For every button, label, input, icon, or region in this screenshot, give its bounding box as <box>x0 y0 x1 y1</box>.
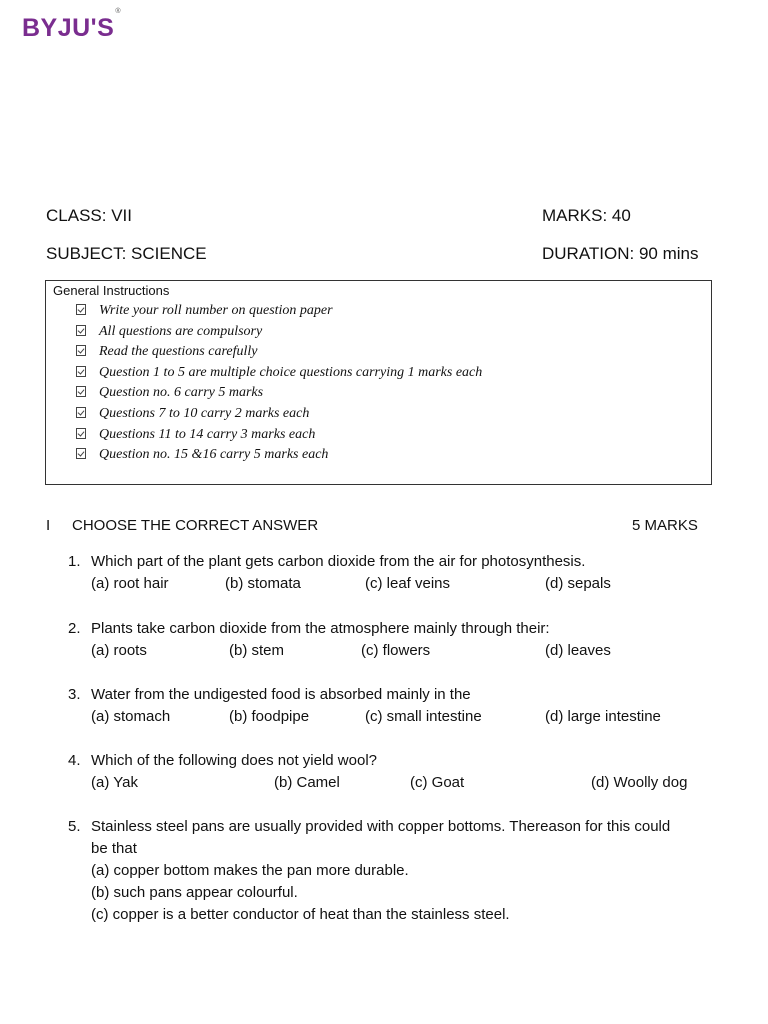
checkbox-check-icon <box>76 448 86 459</box>
question-number: 5. <box>68 818 81 835</box>
option-c: (c) copper is a better conductor of heat than the stainless steel. <box>91 906 510 923</box>
marks-label: MARKS: 40 <box>542 206 631 225</box>
option-c: (c) flowers <box>361 642 431 659</box>
instruction-item: Write your roll number on question paper <box>76 301 482 322</box>
question-text: Which of the following does not yield wool? <box>91 752 377 769</box>
instruction-item: Question 1 to 5 are multiple choice questions carrying 1 marks each <box>76 363 482 384</box>
option-b: (b) such pans appear colourful. <box>91 884 298 901</box>
question-text: Water from the undigested food is absorbed mainly in the <box>91 686 471 703</box>
logo-text: BYJU'S <box>22 14 115 42</box>
option-b: (b) stomata <box>225 575 301 592</box>
checkbox-check-icon <box>76 325 86 336</box>
option-c: (c) Goat <box>410 774 465 791</box>
registered-mark: ® <box>115 7 121 15</box>
option-a: (a) Yak <box>91 774 138 791</box>
option-b: (b) stem <box>229 642 285 659</box>
question-text-line-1: Stainless steel pans are usually provided with copper bottoms. Thereason for this could <box>91 818 671 835</box>
option-d: (d) Woolly dog <box>591 774 688 791</box>
option-b: (b) Camel <box>274 774 340 791</box>
checkbox-check-icon <box>76 407 86 418</box>
question-text: Which part of the plant gets carbon dioxide from the air for photosynthesis. <box>91 553 586 570</box>
options-row <box>91 772 731 794</box>
question-number: 1. <box>68 553 81 570</box>
option-a: (a) stomach <box>91 708 171 725</box>
duration-label: DURATION: 90 mins <box>542 244 699 263</box>
subject-label: SUBJECT: SCIENCE <box>46 244 207 263</box>
option-a: (a) root hair <box>91 575 169 592</box>
instruction-item: Question no. 15 &16 carry 5 marks each <box>76 445 482 466</box>
instruction-item: Question no. 6 carry 5 marks <box>76 383 482 404</box>
option-b: (b) foodpipe <box>229 708 310 725</box>
instructions-title: General Instructions <box>53 283 170 298</box>
options-row <box>91 640 731 662</box>
section-numeral: I <box>46 517 51 534</box>
question-number: 4. <box>68 752 81 769</box>
checkbox-check-icon <box>76 345 86 356</box>
question-text: Plants take carbon dioxide from the atmosphere mainly through their: <box>91 620 550 637</box>
options-row <box>91 573 731 595</box>
instruction-item: Questions 11 to 14 carry 3 marks each <box>76 425 482 446</box>
checkbox-check-icon <box>76 304 86 315</box>
question-text-line-2: be that <box>91 840 137 857</box>
checkbox-check-icon <box>76 428 86 439</box>
byjus-logo <box>22 7 121 43</box>
instructions-list <box>76 301 482 466</box>
instruction-item: Questions 7 to 10 carry 2 marks each <box>76 404 482 425</box>
option-d: (d) large intestine <box>545 708 661 725</box>
instruction-item: All questions are compulsory <box>76 322 482 343</box>
checkbox-check-icon <box>76 366 86 377</box>
option-d: (d) leaves <box>545 642 611 659</box>
option-c: (c) leaf veins <box>365 575 451 592</box>
instruction-item: Read the questions carefully <box>76 342 482 363</box>
option-d: (d) sepals <box>545 575 611 592</box>
options-row <box>91 706 731 728</box>
class-label: CLASS: VII <box>46 206 132 225</box>
general-instructions-box <box>45 280 712 485</box>
section-title: CHOOSE THE CORRECT ANSWER <box>72 517 319 534</box>
checkbox-check-icon <box>76 386 86 397</box>
question-number: 2. <box>68 620 81 637</box>
option-c: (c) small intestine <box>365 708 482 725</box>
section-marks: 5 MARKS <box>632 517 698 534</box>
question-number: 3. <box>68 686 81 703</box>
option-a: (a) copper bottom makes the pan more durable. <box>91 862 409 879</box>
option-a: (a) roots <box>91 642 147 659</box>
